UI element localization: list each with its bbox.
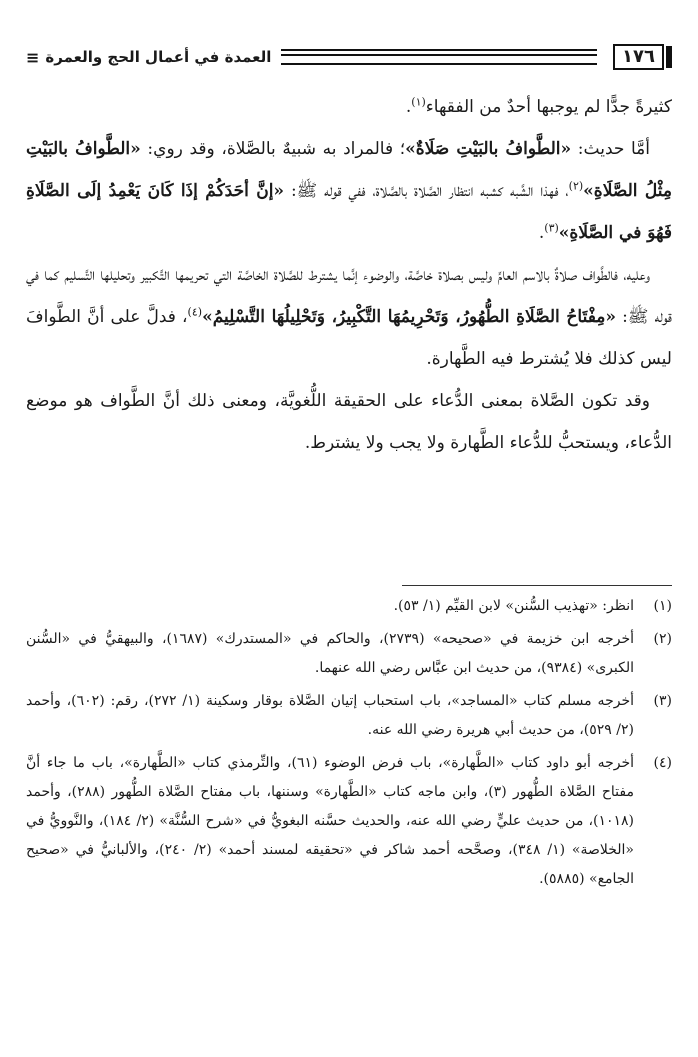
hadith-quote: «الطَّوافُ بالبَيْتِ صَلَاةٌ» [405, 139, 572, 159]
hadith-quote: «مِفْتَاحُ الصَّلَاةِ الطُّهُورُ، وَتَحْرِيمُهَا التَّكْبِيرُ، وَتَحْلِيلُهَا التَّسْلِيمُ» [202, 307, 617, 327]
text: ؛ فالمراد به شبيهٌ بالصَّلاة، وقد روي: [140, 139, 406, 159]
footnote-text: أخرجه أبو داود كتاب «الطَّهارة»، باب فرض الوضوء (٦١)، والتِّرمذي كتاب «الطَّهارة»، باب ما جاء أنَّ مفتاح الصَّلاة الطُّهور (٣)، وابن ماجه كتاب «الطَّهارة» وسننها، باب مفتاح الصَّلاة الطُّهور (٢٨٨)، وأحمد (١٠١٨)، من حديث عليٍّ رضي الله عنه، والحديث حسَّنه البغويُّ في «شرح السُّنَّة» (٢/ ١٨٤)، والنَّوويُّ في «الخلاصة» (١/ ٣٤٨)، وصحَّحه أحمد شاكر في «تحقيقه لمسند أحمد» (٢/ ٢٤٠)، والألبانيُّ في «صحيح الجامع» (٥٨٨٥). [26, 755, 635, 887]
footnotes [26, 592, 672, 898]
footnote [26, 592, 672, 621]
footnote-ref: (٢) [568, 179, 584, 193]
hadith-quote: «إنَّ أحَدَكُمْ إذَا كَانَ يَعْمِدُ إلَى الصَّلَاةِ فَهُوَ في الصَّلَاةِ» [26, 181, 672, 243]
footnote-ref: (٤) [187, 305, 203, 319]
header-rules [281, 49, 597, 65]
footnote-number: (١) [653, 598, 672, 614]
footnote-text: انظر: «تهذيب السُّنن» لابن القيِّم (١/ ٥٣). [393, 598, 634, 614]
text: . [405, 97, 412, 117]
footnote [26, 687, 672, 745]
book-title: العمدة في أعمال الحج والعمرة [45, 48, 272, 66]
footnote-divider [402, 585, 672, 586]
page-number: ١٧٦ [613, 44, 664, 70]
running-header [26, 40, 672, 74]
text: ، فدلَّ على أنَّ الطَّوافَ ليس كذلك فلا يُشترط فيه الطَّهارة. [26, 307, 672, 369]
header-bar [668, 46, 672, 68]
footnote-ref: (٣) [544, 221, 559, 235]
paragraph-3 [26, 254, 672, 380]
paragraph-4 [26, 380, 672, 464]
paragraph-2 [26, 128, 672, 254]
text: وعليه، فالطَّواف صلاةٌ بالاسم العامِّ وليس بصلاة خاصَّة، والوضوء إنَّما يشترط للصَّلاة الخاصَّة التي تحريمها التَّكبير وتحليلها التَّسليم كما في قوله ﷺ: [26, 265, 672, 327]
footnote [26, 625, 672, 683]
footnote [26, 749, 672, 894]
footnote-text: أخرجه مسلم كتاب «المساجد»، باب استحباب إتيان الصَّلاة بوقار وسكينة (١/ ٢٧٢)، رقم: (٦٠٢)، وأحمد (٢/ ٥٢٩)، من حديث أبي هريرة رضي الله عنه. [26, 693, 634, 738]
footnote-number: (٣) [653, 693, 672, 709]
header-bar [666, 46, 668, 68]
header-mark: ≡ [26, 47, 40, 67]
text: . [538, 223, 545, 243]
main-text [26, 86, 672, 464]
footnote-number: (٢) [653, 631, 672, 647]
text: ، فهذا الشَّبه كشبه انتظار الصَّلاة بالصَّلاة، ففي قوله ﷺ: [284, 181, 569, 201]
paragraph-1 [26, 86, 672, 128]
footnote-number: (٤) [653, 755, 672, 771]
hadith-quote: «الطَّوافُ بالبَيْتِ مِثْلُ الصَّلَاةِ» [26, 139, 672, 201]
text: وقد تكون الصَّلاة بمعنى الدُّعاء على الحقيقة اللُّغويَّة، ومعنى ذلك أنَّ الطَّواف هو موضع الدُّعاء، ويستحبُّ للدُّعاء الطَّهارة ولا يجب ولا يشترط. [26, 391, 672, 453]
footnote-ref: (١) [411, 95, 426, 109]
footnote-text: أخرجه ابن خزيمة في «صحيحه» (٢٧٣٩)، والحاكم في «المستدرك» (١٦٨٧)، والبيهقيُّ في «السُّنن الكبرى» (٩٣٨٤)، من حديث ابن عبَّاس رضي الله عنهما. [26, 631, 634, 676]
text: أمَّا حديث: [571, 139, 651, 159]
text: كثيرةً جدًّا لم يوجبها أحدٌ من الفقهاء [425, 97, 672, 117]
